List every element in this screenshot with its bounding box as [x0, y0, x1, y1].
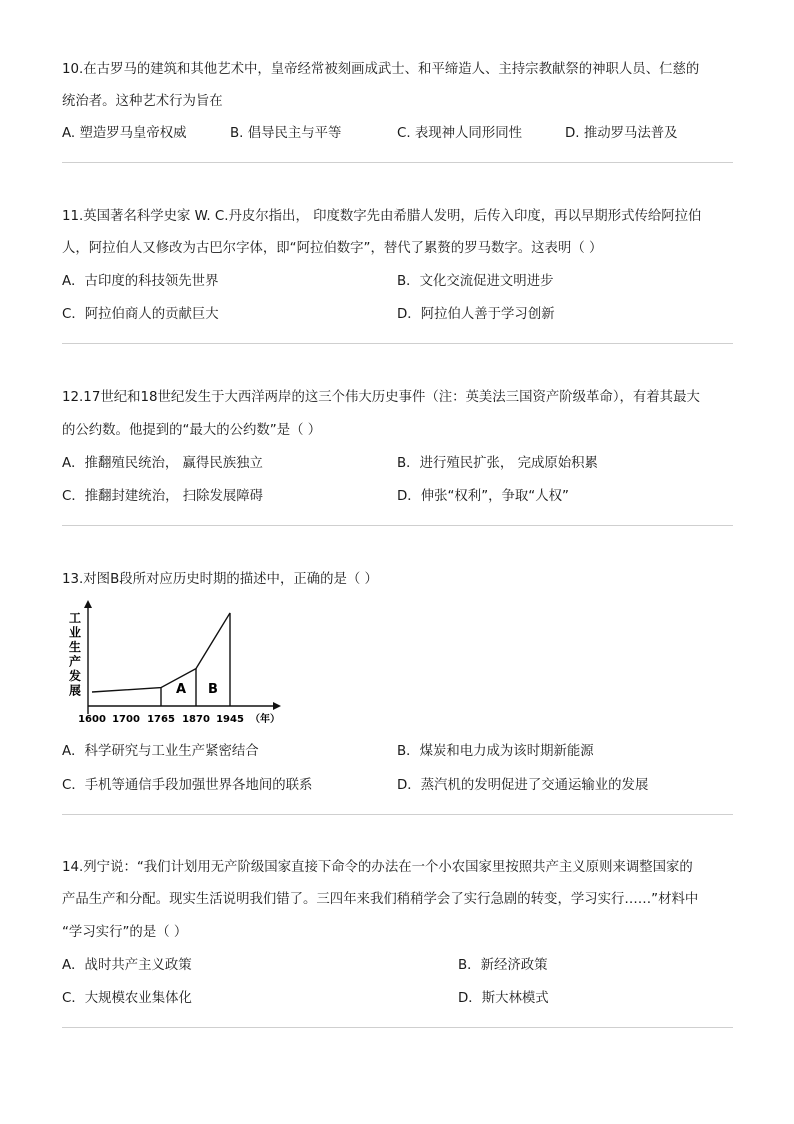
divider	[62, 343, 733, 344]
chart-y-label-char: 展	[68, 683, 82, 698]
industrial-development-chart	[62, 598, 292, 728]
q14-stem-line3: “学习实行”的是（ ）	[62, 925, 188, 940]
q14-option-c[interactable]: C．大规模农业集体化	[62, 991, 192, 1006]
q11-option-c[interactable]: C．阿拉伯商人的贡献巨大	[62, 307, 219, 322]
q13-option-a[interactable]: A．科学研究与工业生产紧密结合	[62, 744, 259, 759]
q14-option-a[interactable]: A．战时共产主义政策	[62, 958, 192, 973]
divider	[62, 1027, 733, 1028]
chart-y-label-char: 业	[68, 625, 82, 640]
chart-y-label-char: 生	[68, 640, 82, 654]
y-axis-arrow-icon	[84, 600, 92, 608]
chart-segment-label-b: B	[208, 682, 218, 697]
divider	[62, 525, 733, 526]
q14-option-b[interactable]: B．新经济政策	[458, 958, 548, 973]
chart-segment-label-a: A	[175, 682, 187, 697]
q14-stem-line1: 14.列宁说：“我们计划用无产阶级国家直接下命令的办法在一个小农国家里按照共产主义原则来调整国家的	[62, 860, 693, 875]
chart-x-unit: （年）	[250, 714, 280, 725]
q11-option-b[interactable]: B．文化交流促进文明进步	[397, 274, 554, 289]
chart-x-tick-1945: 1945	[216, 714, 244, 725]
q12-option-d[interactable]: D．伸张“权利”，争取“人权”	[397, 489, 569, 504]
chart-x-tick-1870: 1870	[182, 714, 210, 725]
chart-x-tick-1765: 1765	[147, 714, 175, 725]
chart-x-tick-1600: 1600	[78, 714, 106, 725]
q11-stem-line2: 人，阿拉伯人又修改为古巴尔字体，即“阿拉伯数字”，替代了累赘的罗马数字。这表明（ ）	[62, 241, 603, 256]
divider	[62, 814, 733, 815]
divider	[62, 162, 733, 163]
q11-option-a[interactable]: A．古印度的科技领先世界	[62, 274, 219, 289]
q12-option-c[interactable]: C．推翻封建统治， 扫除发展障碍	[62, 489, 264, 504]
chart-x-tick-1700: 1700	[112, 714, 140, 725]
q10-option-a[interactable]: A. 塑造罗马皇帝权威	[62, 126, 187, 141]
q13-option-b[interactable]: B．煤炭和电力成为该时期新能源	[397, 744, 594, 759]
q12-option-a[interactable]: A．推翻殖民统治， 赢得民族独立	[62, 456, 263, 471]
x-axis-arrow-icon	[273, 702, 281, 710]
q12-stem-line1: 12.17世纪和18世纪发生于大西洋两岸的这三个伟大历史事件（注：英美法三国资产阶级革命），有着其最大	[62, 390, 700, 405]
q11-stem-line1: 11.英国著名科学史家 W. C.丹皮尔指出， 印度数字先由希腊人发明，后传入印度，再以早期形式传给阿拉伯	[62, 209, 702, 224]
q14-stem-line2: 产品生产和分配。现实生活说明我们错了。三四年来我们稍稍学会了实行急剧的转变，学习实行……”材料中	[62, 892, 699, 907]
q10-stem-line1: 10.在古罗马的建筑和其他艺术中，皇帝经常被刻画成武士、和平缔造人、主持宗教献祭的神职人员、仁慈的	[62, 62, 700, 77]
q14-option-d[interactable]: D．斯大林模式	[458, 991, 549, 1006]
q12-stem-line2: 的公约数。他提到的“最大的公约数”是（ ）	[62, 423, 322, 438]
q13-option-d[interactable]: D．蒸汽机的发明促进了交通运输业的发展	[397, 778, 649, 793]
q10-option-c[interactable]: C. 表现神人同形同性	[397, 126, 522, 141]
chart-y-label-char: 产	[68, 654, 82, 669]
q11-option-d[interactable]: D．阿拉伯人善于学习创新	[397, 307, 555, 322]
q10-stem-line2: 统治者。这种艺术行为旨在	[62, 94, 223, 109]
q13-option-c[interactable]: C．手机等通信手段加强世界各地间的联系	[62, 778, 313, 793]
q13-stem-line1: 13.对图B段所对应历史时期的描述中，正确的是（ ）	[62, 572, 378, 587]
chart-y-label-char: 发	[68, 669, 82, 683]
q10-option-b[interactable]: B. 倡导民主与平等	[230, 126, 342, 141]
chart-series-line	[92, 613, 230, 692]
chart-y-axis-label	[68, 611, 81, 698]
chart-y-label-char: 工	[68, 611, 82, 625]
q10-option-d[interactable]: D. 推动罗马法普及	[565, 126, 678, 141]
q12-option-b[interactable]: B．进行殖民扩张， 完成原始积累	[397, 456, 598, 471]
